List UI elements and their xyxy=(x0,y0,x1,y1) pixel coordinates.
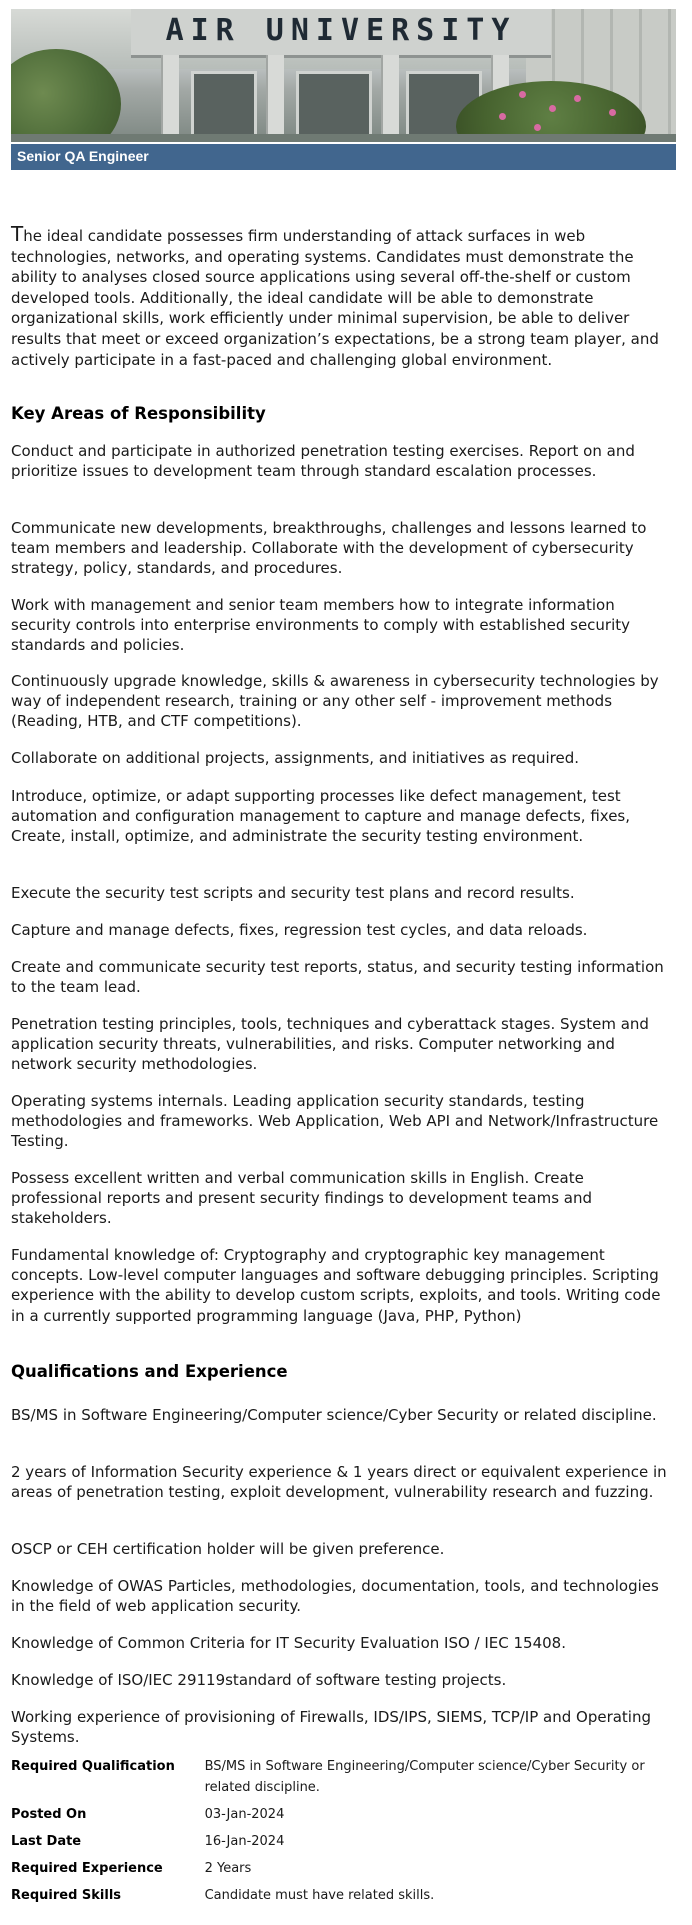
detail-label: Required Skills xyxy=(11,1888,122,1903)
intro-dropcap: T xyxy=(11,222,24,246)
banner-pillar xyxy=(266,55,284,142)
detail-value: 2 Years xyxy=(204,1861,252,1876)
qualification-item: BS/MS in Software Engineering/Computer science/Cyber Security or related discipline. xyxy=(11,1406,657,1424)
banner-pillar xyxy=(161,55,179,142)
air-university-banner-image xyxy=(11,9,676,142)
banner-ground xyxy=(11,134,676,142)
banner-sign-text: AIR UNIVERSITY xyxy=(165,13,517,48)
qualification-item: Knowledge of ISO/IEC 29119standard of software testing projects. xyxy=(11,1671,507,1689)
responsibility-item: Create and communicate security test reports, status, and security testing information to the team lead. xyxy=(11,958,664,997)
responsibility-item: Fundamental knowledge of: Cryptography and cryptographic key management concepts. Low-level computer languages and software debugging principles. Scripting experience with the ability to develop custom scripts, exploits, and tools. Writing code in a currently supported programming language (Java, PHP, Python) xyxy=(11,1246,661,1325)
detail-row xyxy=(11,1852,676,1879)
job-intro xyxy=(11,224,671,370)
responsibilities-section xyxy=(11,404,676,423)
banner-flower xyxy=(534,124,541,131)
banner-flower xyxy=(574,95,581,102)
qualification-item: 2 years of Information Security experience & 1 years direct or equivalent experience in areas of penetration testing, exploit development, vulnerability research and fuzzing. xyxy=(11,1463,667,1502)
detail-label: Posted On xyxy=(11,1807,87,1822)
qualifications-section xyxy=(11,1362,676,1381)
banner-flower xyxy=(519,91,526,98)
responsibility-item: Continuously upgrade knowledge, skills & awareness in cybersecurity technologies by way of independent research, training or any other self - improvement methods (Reading, HTB, and CTF competitions). xyxy=(11,672,659,731)
banner-pillar xyxy=(381,55,399,142)
detail-row xyxy=(11,1756,676,1798)
banner-door xyxy=(296,71,372,142)
qualification-item: OSCP or CEH certification holder will be given preference. xyxy=(11,1540,445,1558)
intro-text: he ideal candidate possesses firm understanding of attack surfaces in web technologies, networks, and operating systems. Candidates must demonstrate the ability to analyses closed source applications using several off-the-shelf or custom developed tools. Additionally, the ideal candidate will be able to demonstrate organizational skills, work efficiently under minimal supervision, be able to deliver results that meet or exceed organization’s expectations, be a strong team player, and actively participate in a fast-paced and challenging global environment. xyxy=(11,227,659,369)
responsibility-item: Capture and manage defects, fixes, regression test cycles, and data reloads. xyxy=(11,921,588,939)
responsibility-item: Work with management and senior team members how to integrate information security controls into enterprise environments to comply with established security standards and policies. xyxy=(11,596,631,655)
responsibility-item: Collaborate on additional projects, assignments, and initiatives as required. xyxy=(11,749,580,767)
detail-value: 03-Jan-2024 xyxy=(204,1807,285,1822)
job-title-bar: Senior QA Engineer xyxy=(11,142,676,170)
responsibilities-heading: Key Areas of Responsibility xyxy=(11,404,266,423)
qualification-item: Knowledge of Common Criteria for IT Security Evaluation ISO / IEC 15408. xyxy=(11,1634,566,1652)
detail-row xyxy=(11,1798,676,1825)
job-details-table xyxy=(11,1756,676,1906)
banner-sign xyxy=(131,9,551,58)
banner-flower xyxy=(609,109,616,116)
responsibility-item: Possess excellent written and verbal communication skills in English. Create professional reports and present security findings to development teams and stakeholders. xyxy=(11,1169,593,1228)
qualification-item: Knowledge of OWAS Particles, methodologies, documentation, tools, and technologies in the field of web application security. xyxy=(11,1577,659,1616)
banner-flower xyxy=(549,105,556,112)
detail-label: Required Qualification xyxy=(11,1759,175,1774)
banner-flower xyxy=(499,113,506,120)
detail-label: Last Date xyxy=(11,1834,82,1849)
responsibility-item: Conduct and participate in authorized penetration testing exercises. Report on and prioritize issues to development team through standard escalation processes. xyxy=(11,442,635,481)
responsibility-item: Operating systems internals. Leading application security standards, testing methodologies and frameworks. Web Application, Web API and Network/Infrastructure Testing. xyxy=(11,1092,659,1151)
responsibility-item: Penetration testing principles, tools, techniques and cyberattack stages. System and application security threats, vulnerabilities, and risks. Computer networking and network security methodologies. xyxy=(11,1015,649,1074)
qualifications-heading: Qualifications and Experience xyxy=(11,1362,288,1381)
banner-door xyxy=(191,71,257,142)
detail-value: Candidate must have related skills. xyxy=(204,1888,435,1903)
detail-value: 16-Jan-2024 xyxy=(204,1834,285,1849)
detail-label: Required Experience xyxy=(11,1861,163,1876)
detail-value: BS/MS in Software Engineering/Computer science/Cyber Security or related discipline. xyxy=(204,1759,645,1795)
detail-row xyxy=(11,1879,676,1906)
responsibility-item: Introduce, optimize, or adapt supporting processes like defect management, test automation and configuration management to capture and manage defects, fixes, Create, install, optimize, and administrate the security testing environment. xyxy=(11,787,630,846)
responsibility-item: Execute the security test scripts and security test plans and record results. xyxy=(11,884,575,902)
qualification-item: Working experience of provisioning of Firewalls, IDS/IPS, SIEMS, TCP/IP and Operating Systems. xyxy=(11,1708,652,1747)
responsibility-item: Communicate new developments, breakthroughs, challenges and lessons learned to team members and leadership. Collaborate with the development of cybersecurity strategy, policy, standards, and procedures. xyxy=(11,519,647,578)
detail-row xyxy=(11,1825,676,1852)
